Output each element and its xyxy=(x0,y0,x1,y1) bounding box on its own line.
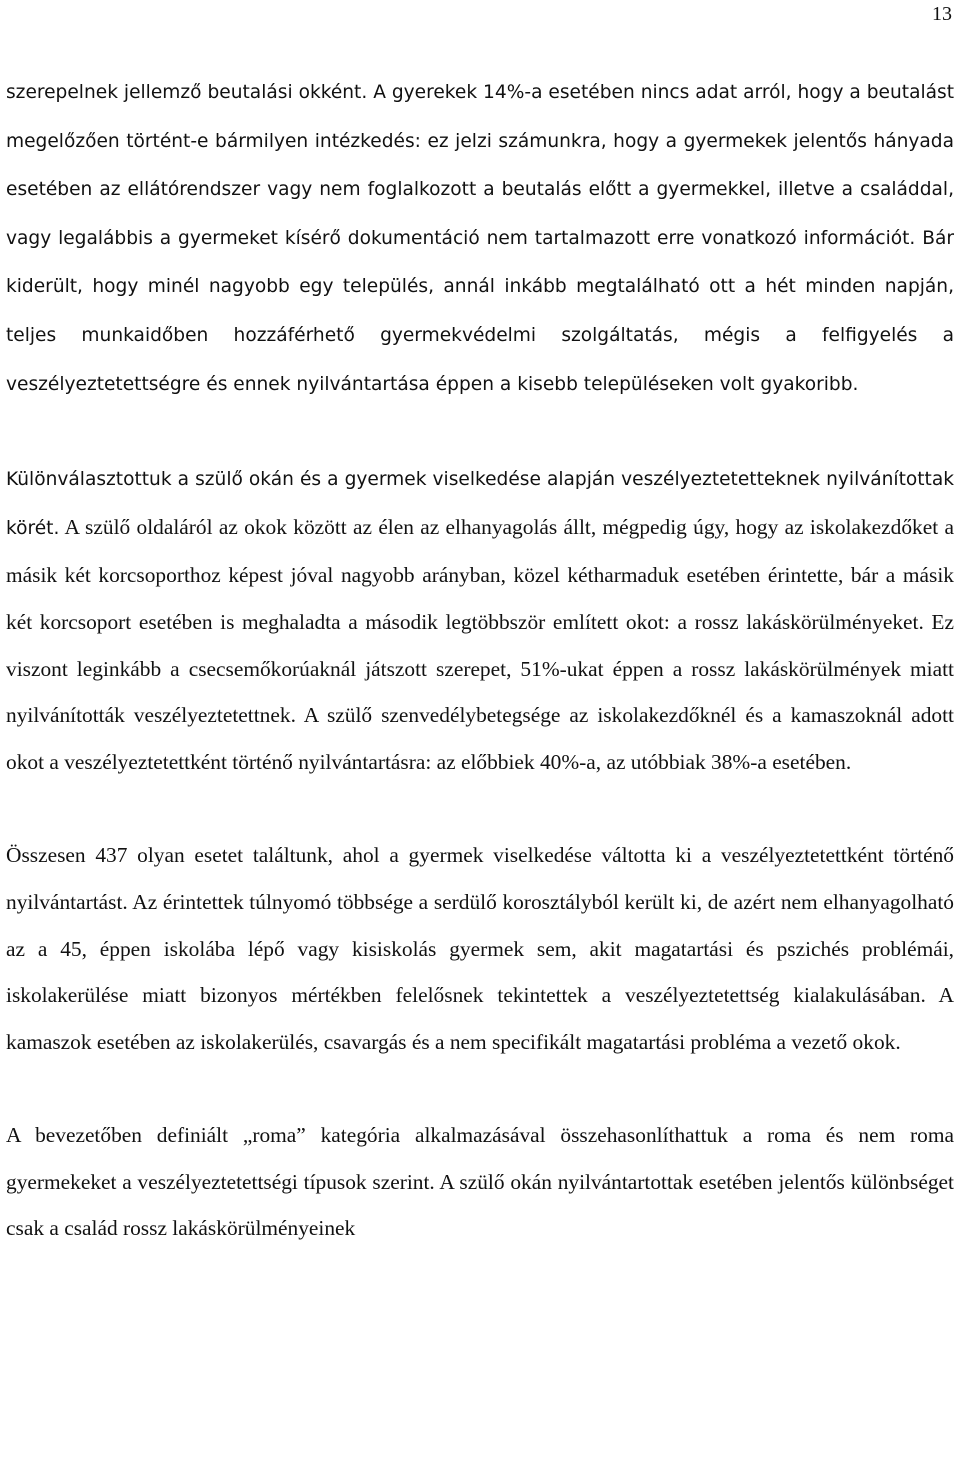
paragraph xyxy=(6,68,954,408)
paragraph-text: Az érintettek túlnyomó többsége a serdülő korosztályból került ki, de azért nem elhanyagolható az a 45, éppen iskolába lépő vagy kisiskolás gyermek sem, akit magatartási és pszichés problémái, iskolakerülése miatt bizonyos mértékben felelősnek tekintettek a veszélyeztetettség kialakulásában. A kamaszok esetében az iskolakerülés, csavargás és a nem specifikált magatartási probléma a vezető okok. xyxy=(6,889,954,1054)
paragraph xyxy=(6,832,954,1065)
paragraph-text: A szülő oldaláról az okok között az élen az elhanyagolás állt, mégpedig úgy, hogy az iskolakezdőket a másik két korcsoporthoz képest jóval nagyobb arányban, közel kétharmaduk esetében érintette, bár a másik két korcsoport esetében is meghaladta a második legtöbbször említett okot: a rossz lakáskörülményeket. Ez viszont leginkább a csecsemőkorúaknál játszott szerepet, 51%-ukat éppen a rossz lakáskörülmények miatt nyilvánították veszélyeztetettnek. A szülő szenvedélybetegsége az iskolakezdőknél és a kamaszoknál adott okot a veszélyeztetettként történő nyilvántartásra: az előbbiek 40%-a, az utóbbiak 38%-a esetében. xyxy=(6,514,954,774)
paragraph-text: A bevezetőben definiált „roma” kategória alkalmazásával összehasonlíthattuk a roma és nem roma gyermekeket a veszélyeztetettségi típusok szerint. A szülő okán nyilvántartottak esetében jelentős különbséget csak a család rossz lakáskörülményeinek xyxy=(6,1123,954,1241)
paragraph xyxy=(6,1112,954,1252)
paragraph-lead: Különválasztottuk a szülő okán és a gyermek viselkedése alapján veszélyeztetetteknek nyilvánítottak körét. xyxy=(6,469,954,539)
page-number: 13 xyxy=(932,3,952,25)
paragraph-text: szerepelnek jellemző beutalási okként. A gyerekek 14%-a esetében nincs adat arról, hogy a beutalást megelőzően történt-e bármilyen intézkedés: ez jelzi számunkra, hogy a gyermekek jelentős hányada esetében az ellátórendszer vagy nem foglalkozott a beutalás előtt a gyermekkel, illetve a családdal, vagy legalábbis a gyermeket kísérő dokumentáció nem tartalmazott erre vonatkozó információt. Bár kiderült, hogy minél nagyobb egy település, annál inkább megtalálható ott a hét minden napján, teljes munkaidőben hozzáférhető gyermekvédelmi szolgáltatás, mégis a felfigyelés a veszélyeztetettségre és ennek nyilvántartása éppen a kisebb településeken volt gyakoribb. xyxy=(6,82,954,395)
paragraph xyxy=(6,455,954,785)
document-body xyxy=(6,68,954,1252)
paragraph-lead: Összesen 437 olyan esetet találtunk, ahol a gyermek viselkedése váltotta ki a veszélyeztetettként történő nyilvántartást. xyxy=(6,843,954,914)
